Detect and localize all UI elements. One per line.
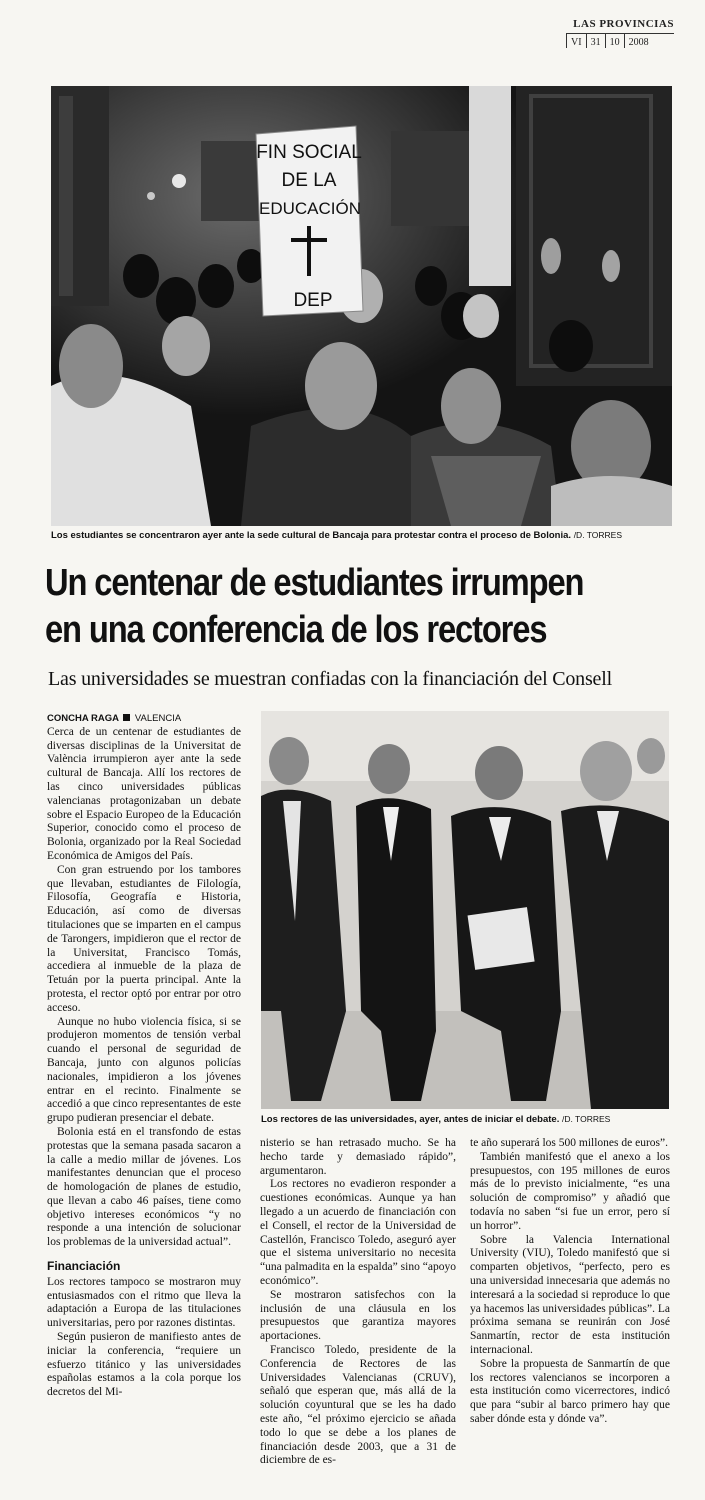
caption-text: Los estudiantes se concentraron ayer ante la sede cultural de Bancaja para protestar contra el proceso de Bolonia. <box>51 530 572 541</box>
article-column-2 <box>260 1137 456 1468</box>
masthead <box>566 18 674 48</box>
headline <box>45 560 677 654</box>
rectors-photo-caption <box>261 1114 610 1125</box>
subheadline: Las universidades se muestran confiadas con la financiación del Consell <box>48 668 612 690</box>
sign-line-3: EDUCACIÓN <box>258 199 362 218</box>
date-weekday: VI <box>566 34 587 48</box>
paragraph: Sobre la Valencia International University (VIU), Toledo manifestó que si comparten objetivos, “perfecto, pero es una universidad innecesaria que además no interesará a la sociedad si reproduce lo que ya hacemos las universidades públicas”. La próxima semana se reunirán con José Sanmartín, rector de esta institución internacional. <box>470 1233 670 1356</box>
photo-credit: /D. TORRES <box>573 530 623 540</box>
paragraph: También manifestó que el anexo a los presupuestos, con 195 millones de euros más de lo previsto inicialmente, “es una solución de compromiso” y añadió que todavía no saben “si fue un error, pero sí un horror”. <box>470 1150 670 1232</box>
caption-text: Los rectores de las universidades, ayer, antes de iniciar el debate. <box>261 1114 560 1125</box>
sign-line-2: DE LA <box>281 170 337 191</box>
paragraph: Los rectores tampoco se mostraron muy entusiasmados con el ritmo que lleva la adaptación a Europa de las titulaciones universitarias, pero por razones distintas. <box>47 1275 241 1330</box>
paragraph: Francisco Toledo, presidente de la Conferencia de Rectores de las Universidades Valencianas (CRUV), señaló que esperan que, más allá de la solución coyuntural que se les ha dado este año, “el próximo ejercicio se añada todo lo que se debe a los planes de financiación desde 2003, que a 31 de diciembre de es- <box>260 1343 456 1467</box>
headline-line-1: Un centenar de estudiantes irrumpen <box>45 562 584 604</box>
sign-line-4: DEP <box>293 290 333 311</box>
date-day: 31 <box>587 34 606 48</box>
newspaper-name: LAS PROVINCIAS <box>573 18 674 30</box>
paragraph: Según pusieron de manifiesto antes de iniciar la conferencia, “requiere un esfuerzo titánico y las universidades españolas estamos a la cola porque los decretos del Mi- <box>47 1331 241 1399</box>
protest-photo <box>51 86 672 526</box>
section-subtitle: Financiación <box>47 1259 121 1274</box>
rectors-photo <box>261 711 669 1109</box>
paragraph: Cerca de un centenar de estudiantes de diversas disciplinas de la Universitat de València irrumpieron ayer ante la sede cultural de Bancaja. Allí los rectores de las cinco universidades públicas valencianas protagonizaban un debate sobre el Espacio Europeo de la Educación Superior, conocido como el proceso de Bolonia, organizado por la Real Sociedad Económica de Amigos del País. <box>47 725 241 862</box>
sign-line-1: FIN SOCIAL <box>256 142 362 163</box>
article-column-1 <box>47 712 241 1400</box>
headline-line-2: en una conferencia de los rectores <box>45 609 547 651</box>
byline <box>47 712 241 726</box>
protest-photo-image <box>51 86 672 526</box>
author: CONCHA RAGA <box>47 713 119 724</box>
paragraph: nisterio se han retrasado mucho. Se ha hecho tarde y demasiado rápido”, argumentaron. <box>260 1137 456 1177</box>
paragraph: Con gran estruendo por los tambores que llevaban, estudiantes de Filología, Filosofía, Geografía e Historia, Educación, así como de diversas titulaciones que se imparten en el campus de Tarongers, impidieron que el rector de la Universitat, Francisco Tomás, accediera al inmueble de la plaza de Tetuán por la puerta principal. Ante la protesta, el rector optó por entrar por otro acceso. <box>47 863 241 1014</box>
issue-date <box>566 33 674 48</box>
paragraph: te año superará los 500 millones de euros”. <box>470 1137 668 1149</box>
protest-sign <box>256 126 363 316</box>
paragraph: Sobre la propuesta de Sanmartín de que los rectores valencianos se incorporen a esta institución como vicerrectores, indicó que para “subir al barco primero hay que saber dónde esta y dónde va”. <box>470 1357 670 1425</box>
protest-photo-caption <box>51 530 622 541</box>
article-column-3 <box>470 1137 670 1427</box>
paragraph: Bolonia está en el transfondo de estas protestas que la semana pasada sacaron a la calle a medio millar de jóvenes. Los manifestantes denuncian que el proceso de homologación de planes de estudio, que llevan a cabo 46 países, tiene como objetivo intereses económicos “y no responde a una intención de solucionar los problemas de la universidad actual”. <box>47 1125 241 1249</box>
photo-credit: /D. TORRES <box>561 1114 611 1124</box>
date-month: 10 <box>606 34 625 48</box>
location: VALENCIA <box>134 713 182 724</box>
rectors-photo-image <box>261 711 669 1109</box>
date-year: 2008 <box>628 37 649 48</box>
paragraph: Los rectores no evadieron responder a cuestiones económicas. Aunque ya han llegado a un acuerdo de financiación con el Consell, el rector de la Universidad de Castellón, Francisco Toledo, aseguró ayer que el sistema universitario no necesita “una palmadita en la espalda” sino “apoyo económico”. <box>260 1178 456 1287</box>
paragraph: Aunque no hubo violencia física, si se produjeron momentos de tensión verbal cuando el personal de seguridad de Bancaja, junto con algunos policías nacionales, impidieron a los jóvenes entrar en el recinto. Finalmente se accedió a que cinco representantes de este grupo pudieran presenciar el debate. <box>47 1015 241 1125</box>
square-bullet-icon <box>123 714 130 721</box>
paragraph: Se mostraron satisfechos con la inclusión de una cláusula en los presupuestos que garantiza mayores aportaciones. <box>260 1288 456 1343</box>
